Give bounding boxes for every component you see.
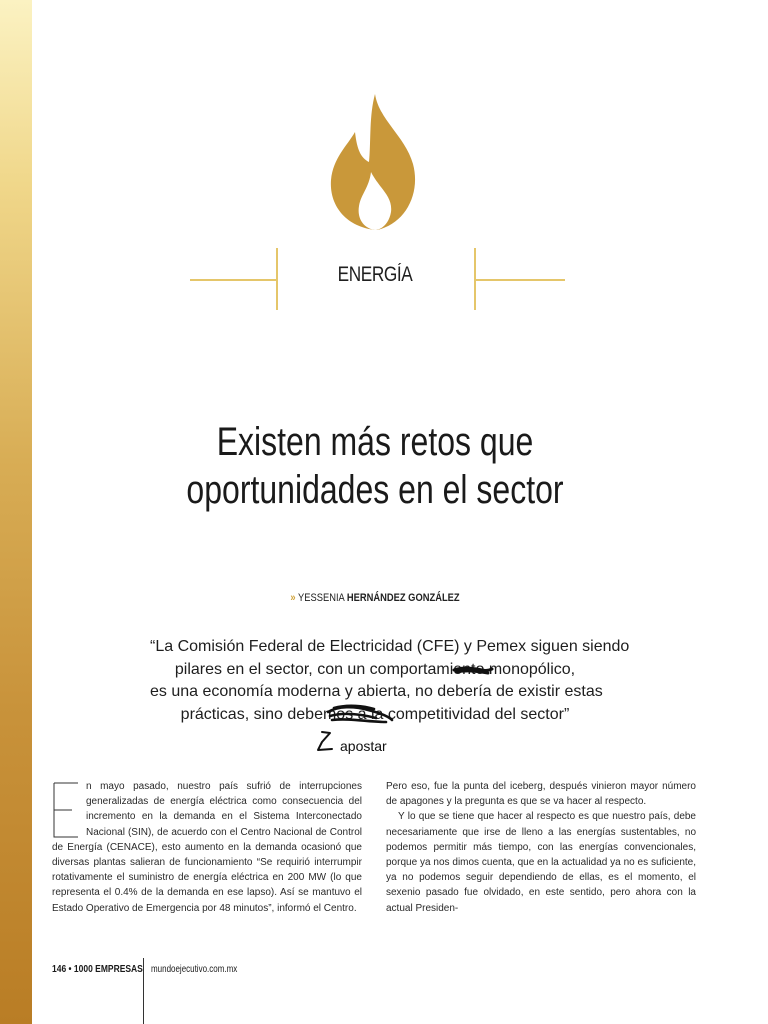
headline-line-1: Existen más retos que	[216, 420, 534, 464]
rule-left-horizontal	[190, 279, 276, 281]
scribble-strikeout-2	[324, 700, 396, 726]
headline	[171, 418, 579, 514]
body-column-right	[386, 779, 696, 916]
body-paragraph-right-2: Y lo que se tiene que hacer al respecto es que nuestro país, debe necesariamente que irse de lleno a las energías sustentables, no podemos permitir más tiempo, con las energías convencionales, porque ya nos dimos cuenta, que en la actualidad ya no es suficiente, ya no podemos seguir dependiendo de ellas, es el momento, el sexenio pasado fue olvidado, en este sentido, pero ahora con la actual Presiden-	[386, 811, 696, 914]
quote-line-1: “La Comisión Federal de Electricidad (CFE) y Pemex siguen siendo	[150, 638, 630, 655]
quote-line-3: es una economía moderna y abierta, no debería de existir estas	[150, 683, 603, 700]
rule-left-vertical	[276, 248, 278, 310]
rule-right-horizontal	[475, 279, 565, 281]
website-link[interactable]: mundoejecutivo.com.mx	[150, 964, 238, 975]
flame-icon	[327, 92, 423, 232]
byline	[226, 592, 524, 604]
dropcap-e	[52, 781, 80, 839]
caret-insertion-mark	[314, 730, 336, 752]
byline-last-name: HERNÁNDEZ GONZÁLEZ	[346, 592, 460, 604]
quote-line-4: prácticas, sino debemos a la competitividad del sector”	[180, 705, 570, 723]
page-footer	[52, 964, 259, 975]
body-paragraph-left: n mayo pasado, nuestro país sufrió de interrupciones generalizadas de energía eléctrica como consecuencia del incremento en la demanda en el Sistema Interconectado Nacional (SIN), de acuerdo con el Centro Nacional de Control de Energía (CENACE), esto aumento en la demanda ocasionó que diversas plantas salieran de funcionamiento “Se requirió interrumpir rotativamente el suministro de energía eléctrica en 200 MW (lo que representa el 0.4% de la demanda en ese lapso). Así se mantuvo el Estado Operativo de Emergencia por 48 minutos”, informó el Centro.	[52, 781, 362, 914]
handwritten-annotation: apostar	[340, 738, 387, 754]
byline-first-name: YESSENIA	[298, 592, 345, 604]
headline-line-2: oportunidades en el sector	[186, 468, 564, 512]
body-paragraph-right-1: Pero eso, fue la punta del iceberg, después vinieron mayor número de apagones y la pregunta es que se va hacer al respecto.	[386, 781, 696, 808]
section-label: ENERGÍA	[337, 263, 413, 286]
byline-arrows: »	[290, 592, 296, 604]
body-column-left	[52, 779, 362, 916]
quote-line-2: pilares en el sector, con un comportamiento monopólico,	[174, 660, 576, 678]
page-number: 146 • 1000 EMPRESAS	[52, 964, 143, 975]
gold-side-strip	[0, 0, 32, 1024]
scribble-strikeout-1	[452, 664, 494, 678]
